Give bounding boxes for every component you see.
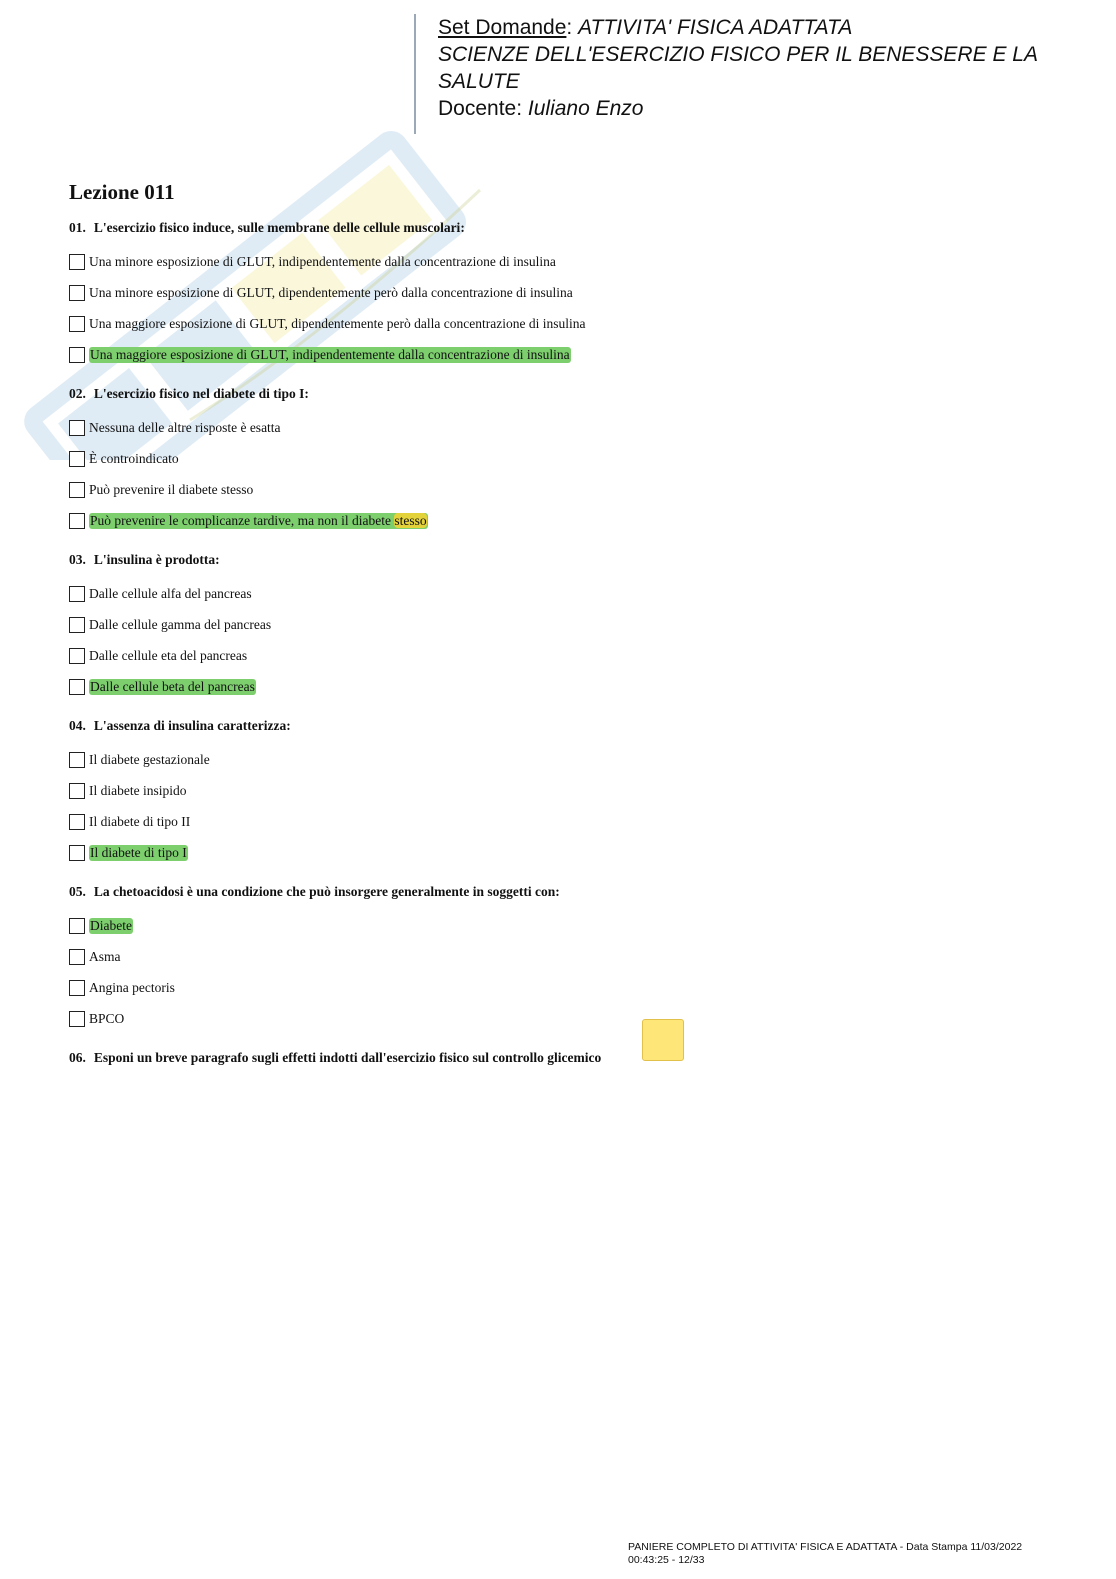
docente-line: [438, 95, 1078, 122]
set-colon: :: [566, 16, 579, 39]
question-number: 01.: [69, 220, 86, 235]
checkbox[interactable]: [69, 482, 85, 498]
sticky-note-icon[interactable]: [642, 1019, 684, 1061]
option-text: BPCO: [89, 1010, 125, 1026]
answer-option-correct[interactable]: [69, 837, 1049, 868]
checkbox[interactable]: [69, 513, 85, 529]
checkbox[interactable]: [69, 451, 85, 467]
option-text: Dalle cellule alfa del pancreas: [89, 585, 252, 601]
answer-option[interactable]: [69, 941, 1049, 972]
answer-option[interactable]: [69, 806, 1049, 837]
question-text: L'insulina è prodotta:: [93, 552, 220, 567]
question-03: [69, 550, 1049, 702]
checkbox[interactable]: [69, 814, 85, 830]
option-text-yellow-highlight: stesso: [394, 512, 427, 528]
option-text-highlighted: Diabete: [90, 917, 132, 933]
answer-option[interactable]: [69, 640, 1049, 671]
question-text: L'esercizio fisico nel diabete di tipo I:: [93, 386, 309, 401]
answer-option-correct[interactable]: [69, 505, 1049, 536]
question-title: [69, 1048, 1049, 1068]
option-text: Il diabete di tipo II: [89, 813, 191, 829]
course-name: SCIENZE DELL'ESERCIZIO FISICO PER IL BENESSERE E LA SALUTE: [438, 43, 1038, 93]
answer-option-correct[interactable]: [69, 910, 1049, 941]
checkbox[interactable]: [69, 949, 85, 965]
answer-option[interactable]: [69, 277, 1049, 308]
answer-option[interactable]: [69, 1003, 1049, 1034]
question-number: 02.: [69, 386, 86, 401]
question-number: 03.: [69, 552, 86, 567]
question-text: La chetoacidosi è una condizione che può insorgere generalmente in soggetti con:: [93, 884, 560, 899]
option-text: Una maggiore esposizione di GLUT, dipendentemente però dalla concentrazione di insulina: [89, 315, 586, 331]
option-text: Il diabete gestazionale: [89, 751, 210, 767]
lesson-title: Lezione 011: [69, 180, 175, 204]
checkbox[interactable]: [69, 586, 85, 602]
question-title: [69, 716, 1049, 736]
answer-option[interactable]: [69, 474, 1049, 505]
question-title: [69, 882, 1049, 902]
checkbox[interactable]: [69, 316, 85, 332]
question-01: [69, 218, 1049, 370]
checkbox[interactable]: [69, 679, 85, 695]
checkbox[interactable]: [69, 845, 85, 861]
docente-label: Docente:: [438, 97, 528, 120]
checkbox[interactable]: [69, 980, 85, 996]
question-title: [69, 218, 1049, 238]
set-value: ATTIVITA' FISICA ADATTATA: [578, 16, 853, 39]
answer-option[interactable]: [69, 775, 1049, 806]
checkbox[interactable]: [69, 347, 85, 363]
option-text: Dalle cellule gamma del pancreas: [89, 616, 272, 632]
option-text: Nessuna delle altre risposte è esatta: [89, 419, 281, 435]
set-line: [438, 14, 1078, 41]
answer-option[interactable]: [69, 578, 1049, 609]
question-list: [69, 218, 1049, 1082]
answer-option[interactable]: [69, 744, 1049, 775]
checkbox[interactable]: [69, 617, 85, 633]
footer-line-2: 00:43:25 - 12/33: [628, 1554, 705, 1566]
question-title: [69, 550, 1049, 570]
option-text: Angina pectoris: [89, 979, 175, 995]
question-title: [69, 384, 1049, 404]
option-text: Dalle cellule eta del pancreas: [89, 647, 248, 663]
question-text: L'assenza di insulina caratterizza:: [93, 718, 291, 733]
checkbox[interactable]: [69, 918, 85, 934]
footer-line-1: PANIERE COMPLETO DI ATTIVITA' FISICA E ADATTATA - Data Stampa 11/03/2022: [628, 1541, 1023, 1553]
answer-option[interactable]: [69, 308, 1049, 339]
question-text: Esponi un breve paragrafo sugli effetti indotti dall'esercizio fisico sul controllo glicemico: [93, 1050, 602, 1065]
course-line: [438, 41, 1078, 95]
docente-name: Iuliano Enzo: [527, 97, 644, 120]
checkbox[interactable]: [69, 254, 85, 270]
set-label: Set Domande: [438, 16, 567, 39]
answer-option[interactable]: [69, 609, 1049, 640]
header-divider: [414, 14, 416, 134]
answer-option[interactable]: [69, 412, 1049, 443]
question-number: 06.: [69, 1050, 86, 1065]
checkbox[interactable]: [69, 783, 85, 799]
answer-option-correct[interactable]: [69, 671, 1049, 702]
question-06: [69, 1048, 1049, 1068]
checkbox[interactable]: [69, 420, 85, 436]
question-number: 05.: [69, 884, 86, 899]
option-text: Una minore esposizione di GLUT, dipendentemente però dalla concentrazione di insulina: [89, 284, 573, 300]
option-text-part: Può prevenire le complicanze tardive, ma non il diabete: [90, 512, 395, 528]
option-text-highlighted: Dalle cellule beta del pancreas: [90, 678, 255, 694]
option-text-highlighted: Una maggiore esposizione di GLUT, indipendentemente dalla concentrazione di insulina: [90, 346, 570, 362]
option-text: Può prevenire il diabete stesso: [89, 481, 254, 497]
page-footer: [628, 1541, 1088, 1567]
checkbox[interactable]: [69, 1011, 85, 1027]
question-05: [69, 882, 1049, 1034]
option-text: È controindicato: [89, 450, 179, 466]
question-number: 04.: [69, 718, 86, 733]
option-text-highlighted: [89, 513, 428, 529]
option-text: Asma: [89, 948, 121, 964]
question-text: L'esercizio fisico induce, sulle membrane delle cellule muscolari:: [93, 220, 465, 235]
checkbox[interactable]: [69, 285, 85, 301]
question-02: [69, 384, 1049, 536]
question-04: [69, 716, 1049, 868]
answer-option-correct[interactable]: [69, 339, 1049, 370]
checkbox[interactable]: [69, 648, 85, 664]
document-header: [438, 14, 1078, 122]
checkbox[interactable]: [69, 752, 85, 768]
option-text-highlighted: Il diabete di tipo I: [90, 844, 187, 860]
option-text: Una minore esposizione di GLUT, indipendentemente dalla concentrazione di insulina: [89, 253, 556, 269]
answer-option[interactable]: [69, 246, 1049, 277]
answer-option[interactable]: [69, 443, 1049, 474]
answer-option[interactable]: [69, 972, 1049, 1003]
option-text: Il diabete insipido: [89, 782, 187, 798]
